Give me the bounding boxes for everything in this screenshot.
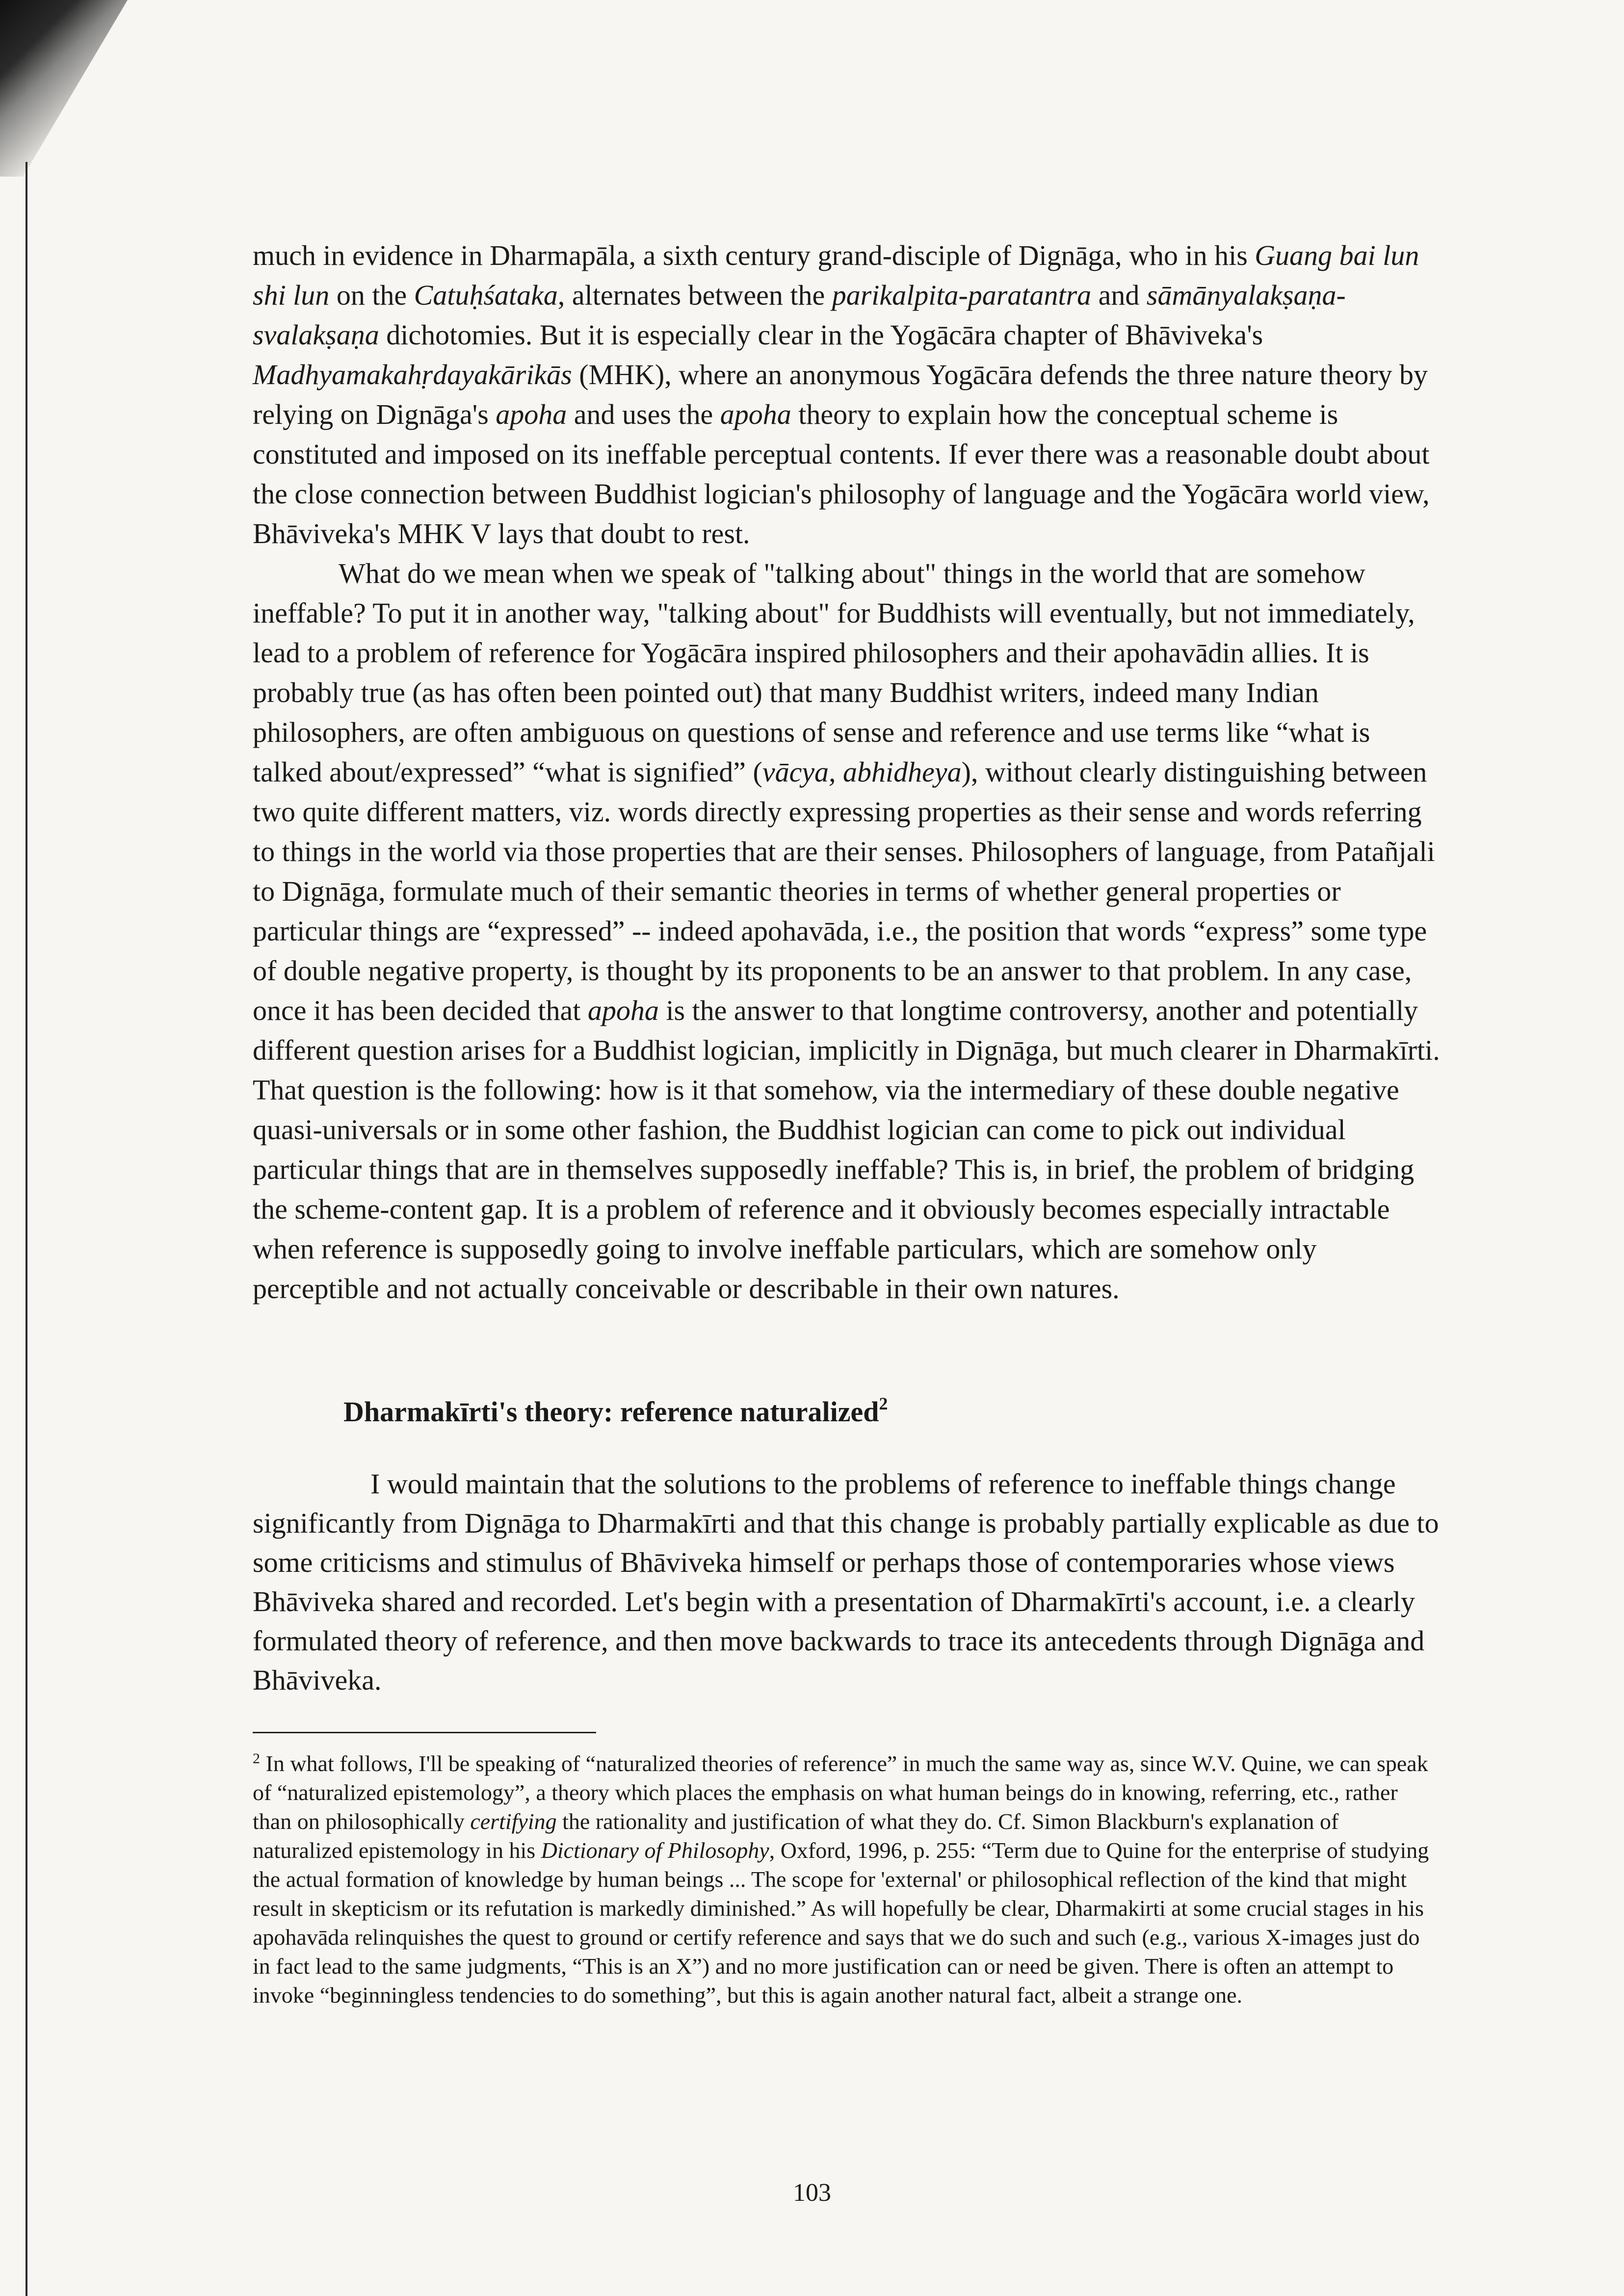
section-text: [253, 1464, 1440, 1700]
main-text: [253, 235, 1440, 1308]
paragraph-1: much in evidence in Dharmapāla, a sixth century grand-disciple of Dignāga, who in his Guang bai lun shi lun on the Catuḥśataka, alternates between the parikalpita-paratantra and sāmānyalakṣaṇa-svalakṣaṇa dichotomies. But it is especially clear in the Yogācāra chapter of Bhāviveka's Madhyamakahṛdayakārikās (MHK), where an anonymous Yogācāra defends the three nature theory by relying on Dignāga's apoha and uses the apoha theory to explain how the conceptual scheme is constituted and imposed on its ineffable perceptual contents. If ever there was a reasonable doubt about the close connection between Buddhist logician's philosophy of language and the Yogācāra world view, Bhāviveka's MHK V lays that doubt to rest.: [253, 239, 1430, 549]
paragraph-3: I would maintain that the solutions to the problems of reference to ineffable things change significantly from Dignāga to Dharmakīrti and that this change is probably partially explicable as due to some criticisms and stimulus of Bhāviveka himself or perhaps those of contemporaries whose views Bhāviveka shared and recorded. Let's begin with a presentation of Dharmakīrti's account, i.e. a clearly formulated theory of reference, and then move backwards to trace its antecedents through Dignāga and Bhāviveka.: [253, 1468, 1439, 1696]
paragraph-2: What do we mean when we speak of "talking about" things in the world that are somehow ineffable? To put it in another way, "talking about" for Buddhists will eventually, but not immediately, lead to a problem of reference for Yogācāra inspired philosophers and their apohavādin allies. It is probably true (as has often been pointed out) that many Buddhist writers, indeed many Indian philosophers, are often ambiguous on questions of sense and reference and use terms like “what is talked about/expressed” “what is signified” (vācya, abhidheya), without clearly distinguishing between two quite different matters, viz. words directly expressing properties as their sense and words referring to things in the world via those properties that are their senses. Philosophers of language, from Patañjali to Dignāga, formulate much of their semantic theories in terms of whether general properties or particular things are “expressed” -- indeed apohavāda, i.e., the position that words “express” some type of double negative property, is thought by its proponents to be an answer to that problem. In any case, once it has been decided that apoha is the answer to that longtime controversy, another and potentially different question arises for a Buddhist logician, implicitly in Dignāga, but much clearer in Dharmakīrti. That question is the following: how is it that somehow, via the intermediary of these double negative quasi-universals or in some other fashion, the Buddhist logician can come to pick out individual particular things that are in themselves supposedly ineffable? This is, in brief, the problem of bridging the scheme-content gap. It is a problem of reference and it obviously becomes especially intractable when reference is supposedly going to involve ineffable particulars, which are somehow only perceptible and not actually conceivable or describable in their own natures.: [253, 557, 1440, 1305]
footnote: $^2$ In what follows, I'll be speaking of “naturalized theories of reference” in much the same way as, since W.V. Quine, we can speak of “naturalized epistemology”, a theory which places the emphasis on what human beings do in knowing, referring, etc., rather than on philosophically certifying the rationality and justification of what they do. Cf. Simon Blackburn's explanation of naturalized epistemology in his Dictionary of Philosophy, Oxford, 1996, p. 255: “Term due to Quine for the enterprise of studying the actual formation of knowledge by human beings ... The scope for 'external' or philosophical reflection of the kind that might result in skepticism or its refutation is markedly diminished.” As will hopefully be clear, Dharmakirti at some crucial stages in his apohavāda relinquishes the quest to ground or certify reference and says that we do such and such (e.g., various X-images just do in fact lead to the same judgments, “This is an X”) and no more justification can or need be given. There is often an attempt to invoke “beginningless tendencies to do something”, but this is again another natural fact, albeit a strange one.: [253, 1750, 1429, 2008]
scan-edge-line: [26, 162, 27, 2296]
section-heading: Dharmakīrti's theory: reference naturalized$^2$: [343, 1394, 888, 1428]
footnote-rule: [253, 1732, 596, 1733]
page-number: 103: [793, 2179, 831, 2207]
scan-corner-shadow: [0, 0, 128, 177]
footnote-number: 2: [253, 1750, 260, 1767]
footnote-ref: 2: [879, 1394, 888, 1413]
